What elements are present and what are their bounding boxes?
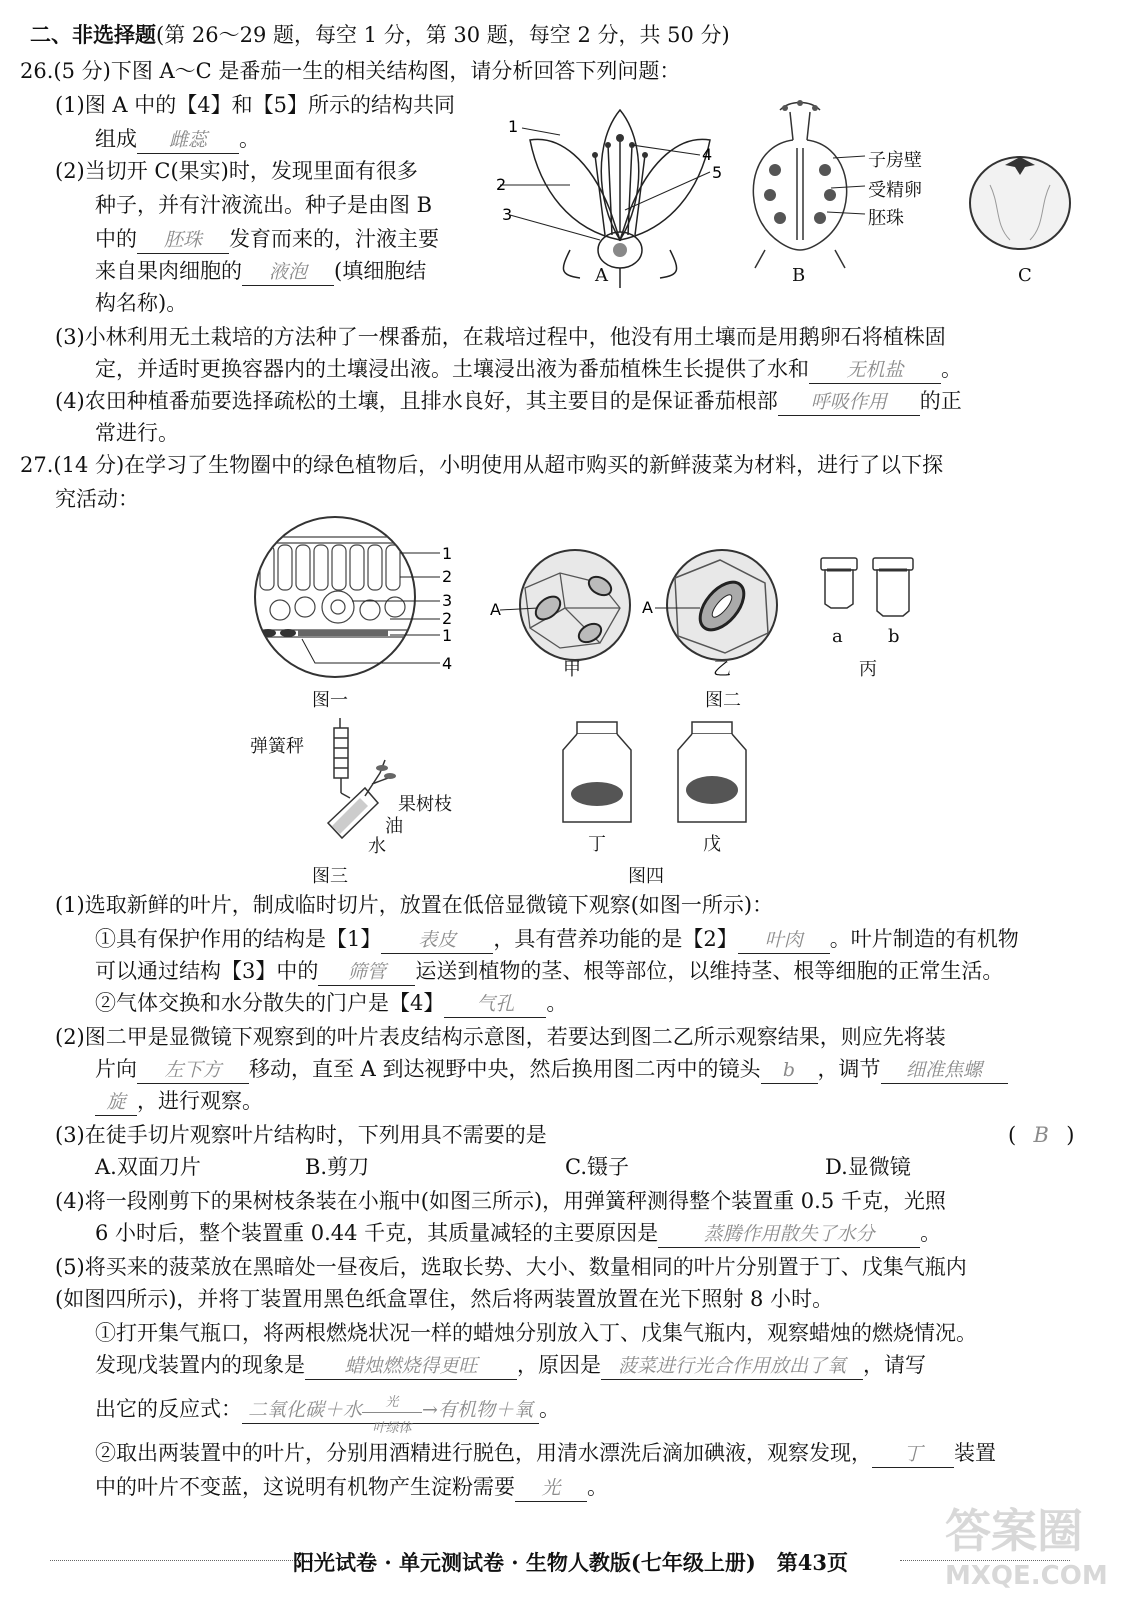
q27-answer-7a: 细准焦螺 — [881, 1057, 1008, 1084]
fig2-bing-caption: 丙 — [859, 659, 877, 680]
figure-3-spring-scale — [320, 718, 440, 848]
figure-2-jia — [490, 548, 635, 663]
q27-option-c: C.镊子 — [565, 1155, 629, 1179]
q27-answer-11: 菠菜进行光合作用放出了氧 — [601, 1353, 863, 1380]
q27-s2c: 移动，直至 A 到达视野中央，然后换用图二丙中的镜头 — [249, 1057, 761, 1081]
q27-answer-8: B — [1033, 1123, 1049, 1147]
section-header — [30, 22, 730, 48]
q26-p1b-line: 组成 雌蕊 。 — [95, 126, 260, 154]
fig2-yi-caption: 乙 — [713, 659, 731, 680]
reaction-reactants: 二氧化碳＋水 — [248, 1399, 363, 1421]
fig2-yi-label-a: A — [642, 598, 653, 617]
q26-p1a: (1)图 A 中的【4】和【5】所示的结构共同 — [55, 93, 455, 117]
fig1-label-2a: 2 — [442, 567, 453, 586]
q26-p2e: 来自果肉细胞的 — [95, 259, 242, 283]
q27-answer-4: 气孔 — [444, 991, 546, 1018]
fig-a-caption: A — [595, 265, 608, 286]
fig3-label-scale: 弹簧秤 — [250, 736, 304, 757]
figure-c-tomato — [965, 145, 1075, 255]
fig2-jia-label-a: A — [490, 600, 501, 619]
figure-4-jar-ding — [555, 722, 645, 827]
q26-answer-3: 液泡 — [242, 259, 334, 286]
fig1-label-4: 4 — [442, 654, 453, 673]
watermark-url: MXQE.COM — [945, 1561, 1108, 1591]
q27-s5a: (5)将买来的菠菜放在黑暗处一昼夜后，选取长势、大小、数量相同的叶片分别置于丁、戊集气瓶内 — [55, 1255, 967, 1279]
q26-p4b: 的正 — [919, 389, 962, 413]
q27-s5b: (如图四所示)，并将丁装置用黑色纸盒罩住，然后将两装置放置在光下照射 8 小时。 — [55, 1287, 834, 1311]
q27-s1f-line: ②气体交换和水分散失的门户是【4】 气孔 。 — [95, 990, 567, 1018]
q27-s5g: 出它的反应式： — [95, 1397, 242, 1421]
q26-answer-4: 无机盐 — [809, 357, 941, 384]
q26-p2b: 种子，并有汁液流出。种子是由图 B — [95, 193, 433, 217]
fig1-label-3: 3 — [442, 591, 453, 610]
q26-p1b: 组成 — [95, 127, 137, 151]
fig1-label-2b: 2 — [442, 609, 453, 628]
q27-s4b: 6 小时后，整个装置重 0.44 千克，其质量减轻的主要原因是 — [95, 1221, 659, 1245]
fig-b-label-ovule: 胚珠 — [868, 208, 904, 229]
q27-answer-13: 丁 — [872, 1441, 954, 1468]
reaction-condition-light: 光 — [385, 1394, 399, 1410]
fig3-label-water: 水 — [368, 836, 386, 857]
q27-answer-9: 蒸腾作用散失了水分 — [658, 1221, 920, 1248]
q27-s4b-line: 6 小时后，整个装置重 0.44 千克，其质量减轻的主要原因是 蒸腾作用散失了水分 。 — [95, 1220, 941, 1248]
q27-s1e: 运送到植物的茎、根等部位，以维持茎、根等细胞的正常生活。 — [415, 959, 1004, 983]
fig2-caption: 图二 — [705, 690, 741, 711]
fig4-label-wu: 戊 — [703, 834, 721, 855]
q27-answer-3: 筛管 — [318, 959, 415, 986]
q27-s2d: ，调节 — [817, 1057, 881, 1081]
watermark-text: 答案圈 — [945, 1504, 1083, 1558]
q26-p2d: 发育而来的，汁液主要 — [229, 227, 439, 251]
q26-p4a-line — [55, 388, 962, 416]
q27-s2e-line — [95, 1088, 263, 1116]
q27-answer-6: b — [761, 1057, 818, 1084]
fig-a-label-2: 2 — [496, 175, 507, 194]
fig-b-caption: B — [792, 265, 806, 286]
fig4-caption: 图四 — [628, 866, 664, 887]
fig3-label-branch: 果树枝 — [398, 794, 452, 815]
q27-option-d: D.显微镜 — [825, 1155, 911, 1179]
fig4-label-ding: 丁 — [588, 834, 606, 855]
q26-p4a: (4)农田种植番茄要选择疏松的土壤，且排水良好，其主要目的是保证番茄根部 — [55, 389, 778, 413]
q27-s5j: 中的叶片不变蓝，这说明有机物产生淀粉需要 — [95, 1475, 515, 1499]
q27-s1f: ②气体交换和水分散失的门户是【4】 — [95, 991, 445, 1015]
q27-s4a: (4)将一段刚剪下的果树枝条装在小瓶中(如图三所示)，用弹簧秤测得整个装置重 0.5 千克，光照 — [55, 1189, 946, 1213]
reaction-condition-chloroplast: 叶绿体 — [372, 1420, 412, 1436]
reaction-arrow — [362, 1394, 422, 1436]
fig2-jia-caption: 甲 — [563, 659, 581, 680]
q26-answer-2: 胚珠 — [137, 227, 229, 254]
fig3-label-oil: 油 — [385, 816, 403, 837]
q27-s2b-line — [95, 1056, 1008, 1084]
q26-p3b: 定，并适时更换容器内的土壤浸出液。土壤浸出液为番茄植株生长提供了水和 — [95, 357, 809, 381]
fig-b-label-zygote: 受精卵 — [868, 180, 922, 201]
fig2-lens-b: b — [888, 626, 900, 647]
q27-answer-7b: 旋 — [95, 1089, 137, 1116]
q27-s5d-line — [95, 1352, 926, 1380]
q26-p2c-line — [95, 226, 439, 254]
q27-choice-bracket: ( B ) — [1008, 1123, 1075, 1147]
q27-s1a-line — [95, 926, 1019, 954]
q26-p3b-line: 定，并适时更换容器内的土壤浸出液。土壤浸出液为番茄植株生长提供了水和 无机盐 。 — [95, 356, 962, 384]
q27-s5f: ，请写 — [863, 1353, 926, 1377]
q27-s5h-line — [95, 1440, 996, 1468]
q27-s5j-line: 中的叶片不变蓝，这说明有机物产生淀粉需要 光 。 — [95, 1474, 608, 1502]
q27-s5g-line: 出它的反应式： 二氧化碳＋水 光 叶绿体 →有机物＋氧 。 — [95, 1396, 560, 1424]
fig-c-caption: C — [1018, 265, 1032, 286]
q26-p2a: (2)当切开 C(果实)时，发现里面有很多 — [55, 159, 418, 183]
q27-stem-2: 究活动： — [55, 487, 139, 511]
q27-s1: (1)选取新鲜的叶片，制成临时切片，放置在低倍显微镜下观察(如图一所示)： — [55, 893, 774, 917]
figure-2-bing-lenses — [815, 556, 925, 631]
fig3-caption: 图三 — [312, 866, 348, 887]
fig1-label-1a: 1 — [442, 544, 453, 563]
fig-a-label-3: 3 — [502, 205, 513, 224]
q27-answer-2: 叶肉 — [738, 927, 830, 954]
fig-a-label-5: 5 — [712, 163, 723, 182]
q26-p2c: 中的 — [95, 227, 137, 251]
q27-s5e: ，原因是 — [517, 1353, 601, 1377]
q27-s1d-line — [95, 958, 1003, 986]
q26-p2e-line — [95, 258, 426, 286]
q26-p4c: 常进行。 — [95, 421, 179, 445]
page-footer: 阳光试卷 · 单元测试卷 · 生物人教版(七年级上册) 第43页 — [293, 1550, 848, 1575]
fig1-label-1b: 1 — [442, 626, 453, 645]
q27-s5c: ①打开集气瓶口，将两根燃烧状况一样的蜡烛分别放入丁、戊集气瓶内，观察蜡烛的燃烧情况。 — [95, 1321, 977, 1345]
reaction-products: 有机物＋氧 — [437, 1399, 533, 1421]
q27-s1c: 。叶片制造的有机物 — [829, 927, 1019, 951]
fig1-caption: 图一 — [312, 690, 348, 711]
fig-b-label-ovary-wall: 子房壁 — [868, 150, 922, 171]
fig-a-label-4: 4 — [702, 145, 713, 164]
q27-s5d: 发现戊装置内的现象是 — [95, 1353, 305, 1377]
figure-2-yi — [640, 548, 780, 663]
q27-answer-10: 蜡烛燃烧得更旺 — [305, 1353, 517, 1380]
q27-s1a: ①具有保护作用的结构是【1】 — [95, 927, 382, 951]
q26-answer-1: 雌蕊 — [137, 127, 239, 154]
q26-p3a: (3)小林利用无土栽培的方法种了一棵番茄，在栽培过程中，他没有用土壤而是用鹅卵石将植株固 — [55, 325, 946, 349]
q27-stem-1: 27.(14 分)在学习了生物圈中的绿色植物后，小明使用从超市购买的新鲜菠菜为材料，进行了以下探 — [20, 453, 944, 477]
q27-s3: (3)在徒手切片观察叶片结构时，下列用具不需要的是 — [55, 1123, 547, 1147]
q26-p2f: (填细胞结 — [334, 259, 427, 283]
section-title: 二、非选择题 — [30, 23, 156, 47]
q26-p2g: 构名称)。 — [95, 291, 188, 315]
q26-answer-5: 呼吸作用 — [778, 389, 920, 416]
q27-option-b: B.剪刀 — [305, 1155, 370, 1179]
q27-answer-14: 光 — [515, 1475, 587, 1502]
q27-s1d: 可以通过结构【3】中的 — [95, 959, 319, 983]
figure-4-jar-wu — [670, 722, 760, 827]
q27-s2a: (2)图二甲是显微镜下观察到的叶片表皮结构示意图，若要达到图二乙所示观察结果，则应先将装 — [55, 1025, 946, 1049]
q27-s2b: 片向 — [95, 1057, 137, 1081]
q27-s5h: ②取出两装置中的叶片，分别用酒精进行脱色，用清水漂洗后滴加碘液，观察发现， — [95, 1441, 872, 1465]
q27-s1b: ，具有营养功能的是【2】 — [493, 927, 738, 951]
q27-s2e: ，进行观察。 — [137, 1089, 263, 1113]
figure-b-pistil — [735, 100, 865, 270]
figure-1-leaf-section — [240, 515, 455, 685]
q27-s5i: 装置 — [954, 1441, 996, 1465]
q27-answer-1: 表皮 — [381, 927, 493, 954]
fig-a-label-1: 1 — [508, 117, 519, 136]
watermark-logo — [945, 1495, 1135, 1595]
figure-a-flower — [496, 100, 740, 290]
q27-answer-12: 二氧化碳＋水 光 叶绿体 →有机物＋氧 — [242, 1397, 539, 1424]
section-note: (第 26～29 题，每空 1 分，第 30 题，每空 2 分，共 50 分) — [156, 23, 730, 47]
q27-option-a: A.双面刀片 — [95, 1155, 201, 1179]
q26-stem: 26.(5 分)下图 A～C 是番茄一生的相关结构图，请分析回答下列问题： — [20, 59, 681, 83]
fig2-lens-a: a — [832, 626, 843, 647]
q27-answer-5: 左下方 — [137, 1057, 249, 1084]
